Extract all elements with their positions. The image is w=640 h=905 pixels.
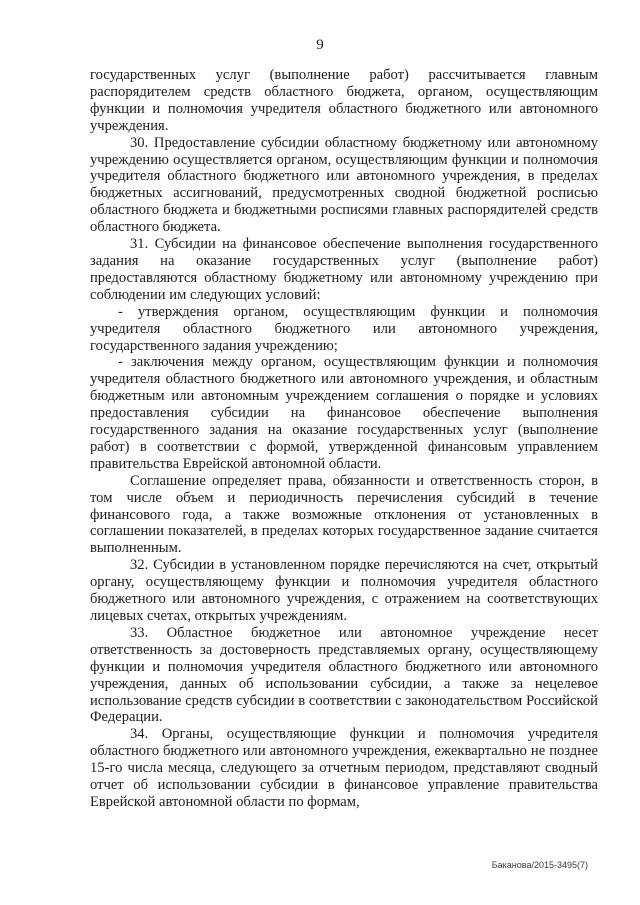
paragraph-34: 34. Органы, осуществляющие функции и полномочия учредителя областного бюджетного или автономного учреждения, ежеквартально не позднее 15-го числа месяца, следующего за отчетным периодом, представляют сводный отчет об использовании субсидии в финансовое управление правительства Еврейской автономной области по формам, <box>90 726 598 810</box>
paragraph-31-condition-1: - утверждения органом, осуществляющим функции и полномочия учредителя областного бюджетного или автономного учреждения, государственного задания учреждению; <box>90 303 598 354</box>
paragraph-agreement: Соглашение определяет права, обязанности и ответственность сторон, в том числе объем и периодичность перечисления субсидий в течение финансового года, а также возможные отклонения от установленных в соглашении показателей, в пределах которых государственное задание считается выполненным. <box>90 472 598 557</box>
paragraph-31: 31. Субсидии на финансовое обеспечение выполнения государственного задания на оказание государственных услуг (выполнение работ) предоставляются областному бюджетному или автономному учреждению при соблюдении им следующих условий: <box>90 236 598 303</box>
page-number: 9 <box>316 37 324 53</box>
paragraph-31-condition-2: - заключения между органом, осуществляющим функции и полномочия учредителя областного бюджетного или автономного учреждения, и областным бюджетным или автономным учреждением соглашения о порядке и условиях предоставления субсидии на финансовое обеспечение выполнения государственного задания на оказание государственных услуг (выполнение работ) в соответствии с формой, утвержденной финансовым управлением правительства Еврейской автономной области. <box>90 354 598 472</box>
paragraph-33: 33. Областное бюджетное или автономное учреждение несет ответственность за достоверность представляемых органу, осуществляющему функции и полномочия учредителя областного бюджетного или автономного учреждения, данных об использовании субсидии, а также за нецелевое использование средств субсидии в соответствии с законодательством Российской Федерации. <box>90 624 598 726</box>
paragraph-30: 30. Предоставление субсидии областному бюджетному или автономному учреждению осуществляется органом, осуществляющим функции и полномочия учредителя областного бюджетного или автономного учреждения, в пределах бюджетных ассигнований, предусмотренных сводной бюджетной росписью областного бюджета и бюджетными росписями главных распорядителей средств областного бюджета. <box>90 134 598 236</box>
document-body <box>90 67 598 811</box>
paragraph-32: 32. Субсидии в установленном порядке перечисляются на счет, открытый органу, осуществляющему функции и полномочия учредителя областного бюджетного или автономного учреждения, с отражением на соответствующих лицевых счетах, открытых учреждениям. <box>90 557 598 624</box>
paragraph-continuation: государственных услуг (выполнение работ) рассчитывается главным распорядителем средств областного бюджета, органом, осуществляющим функции и полномочия учредителя областного бюджетного или автономного учреждения. <box>90 67 598 134</box>
document-footer-code: Баканова/2015-3495(7) <box>491 860 588 870</box>
